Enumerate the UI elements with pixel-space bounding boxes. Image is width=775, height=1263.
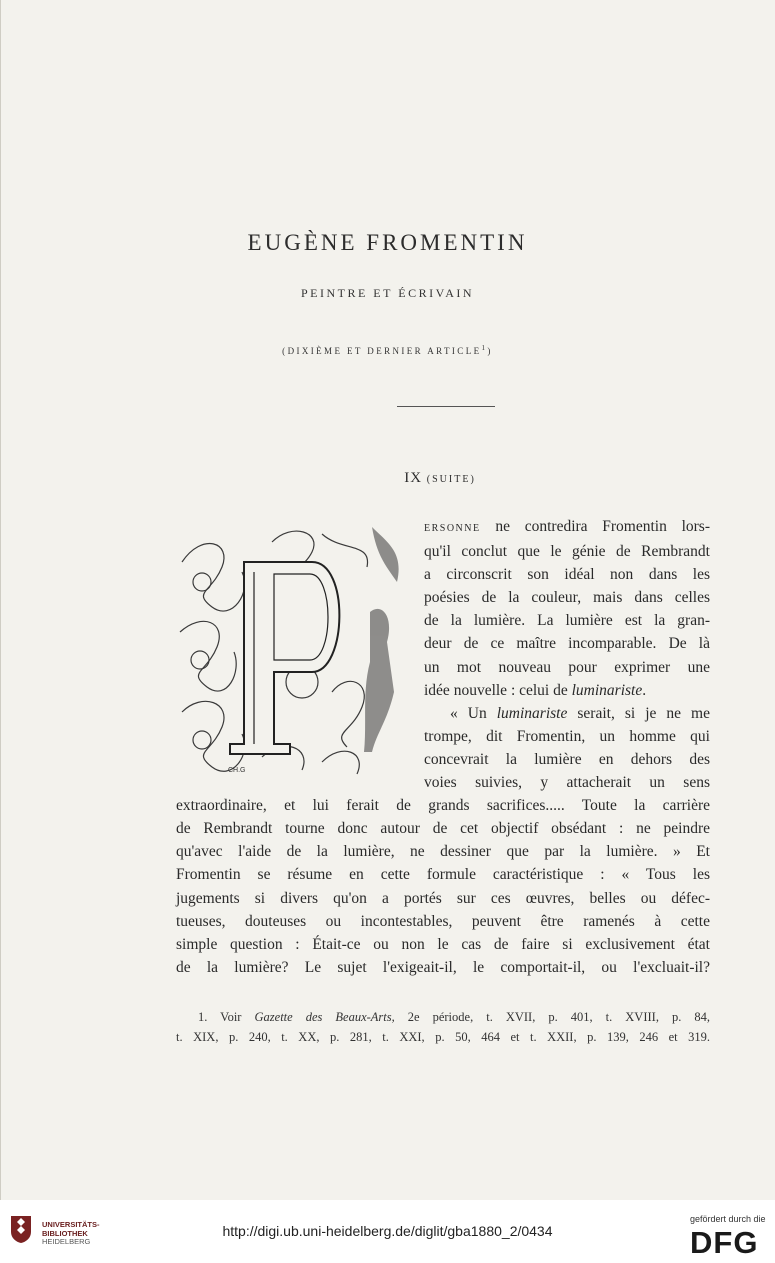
text-line: de la lumière. La lumière est la gran- — [424, 612, 710, 630]
text-line: qu'il conclut que le génie de Rembrandt — [424, 543, 710, 561]
italic-journal-title: Gazette des Beaux-Arts, — [254, 1010, 395, 1024]
text-span: serait, si je ne me — [567, 704, 710, 722]
funding-label: gefördert durch die — [690, 1214, 766, 1224]
text-line — [176, 515, 710, 540]
text-span: Voir — [207, 1010, 255, 1024]
section-number: IX — [404, 470, 423, 486]
library-name-line: UNIVERSITÄTS- — [42, 1220, 100, 1229]
text-line: deur de ce maître incomparable. De là — [424, 635, 710, 653]
text-line: poésies de la couleur, mais dans celles — [424, 589, 710, 607]
text-line: a circonscrit son idéal non dans les — [424, 566, 710, 584]
text-line: simple question : Était-ce ou non le cas de faire si exclusivement état — [176, 935, 710, 953]
text-line: qu'avec l'aide de la lumière, ne dessiner que par la lumière. » Et — [176, 843, 710, 861]
footnote-number: 1. — [198, 1010, 208, 1024]
section-suffix: (SUITE) — [426, 474, 476, 485]
source-url-link[interactable]: http://digi.ub.uni-heidelberg.de/diglit/gba1880_2/0434 — [222, 1223, 553, 1239]
article-note-text: (DIXIÈME ET DERNIER ARTICLE — [282, 346, 482, 356]
article-note-mark: 1 — [481, 344, 488, 352]
section-heading — [0, 470, 775, 487]
text-span: idée nouvelle : celui de — [424, 681, 572, 699]
article-note-close: ) — [487, 346, 493, 356]
article-title: EUGÈNE FROMENTIN — [247, 230, 528, 255]
library-name-line: HEIDELBERG — [42, 1237, 91, 1246]
body-text — [176, 515, 710, 979]
drop-cap-continuation: ERSONNE — [424, 523, 481, 534]
dfg-logo[interactable]: DFG — [690, 1225, 759, 1260]
text-line: concevrait la lumière en dehors des — [424, 750, 710, 768]
text-span: ne contredira Fromentin lors- — [480, 518, 710, 535]
italic-term: luminariste — [496, 704, 568, 722]
text-line: de Rembrandt tourne donc autour de cet objectif obsédant : ne peindre — [176, 820, 710, 838]
text-line: Fromentin se résume en cette formule caractéristique : « Tous les — [176, 866, 710, 884]
text-line — [176, 679, 710, 702]
footnote-line — [176, 1007, 710, 1027]
article-note — [0, 344, 775, 356]
text-line — [176, 702, 710, 725]
text-line: extraordinaire, et lui ferait de grands sacrifices..... Toute la carrière — [176, 797, 710, 815]
text-line: un mot nouveau pour exprimer une — [424, 658, 710, 676]
text-span: . — [642, 681, 647, 699]
footnote-line: t. XIX, p. 240, t. XX, p. 281, t. XXI, p. 50, 464 et t. XXII, p. 139, 246 et 319. — [176, 1030, 710, 1044]
italic-term: luminariste — [571, 681, 643, 699]
library-name-line: BIBLIOTHEK — [42, 1228, 88, 1238]
text-line: trompe, dit Fromentin, un homme qui — [424, 727, 710, 745]
text-line: jugements si divers qu'on a portés sur ces œuvres, belles ou défec- — [176, 889, 710, 907]
footnote — [176, 1007, 710, 1047]
text-span: 2e période, t. XVII, p. 401, t. XVIII, p. 84, — [394, 1010, 710, 1024]
title-rule — [397, 406, 495, 407]
article-subtitle: PEINTRE ET ÉCRIVAIN — [300, 286, 475, 300]
text-line: tueuses, douteuses ou incontestables, peuvent être ramenés à cette — [176, 912, 710, 930]
text-line: de la lumière? Le sujet l'exigeait-il, le comportait-il, ou l'excluait-il? — [176, 958, 710, 976]
text-line: voies suivies, y attacherait un sens — [424, 774, 710, 792]
illustrator-signature: CH.G — [228, 767, 246, 774]
text-span: « Un — [450, 704, 497, 722]
